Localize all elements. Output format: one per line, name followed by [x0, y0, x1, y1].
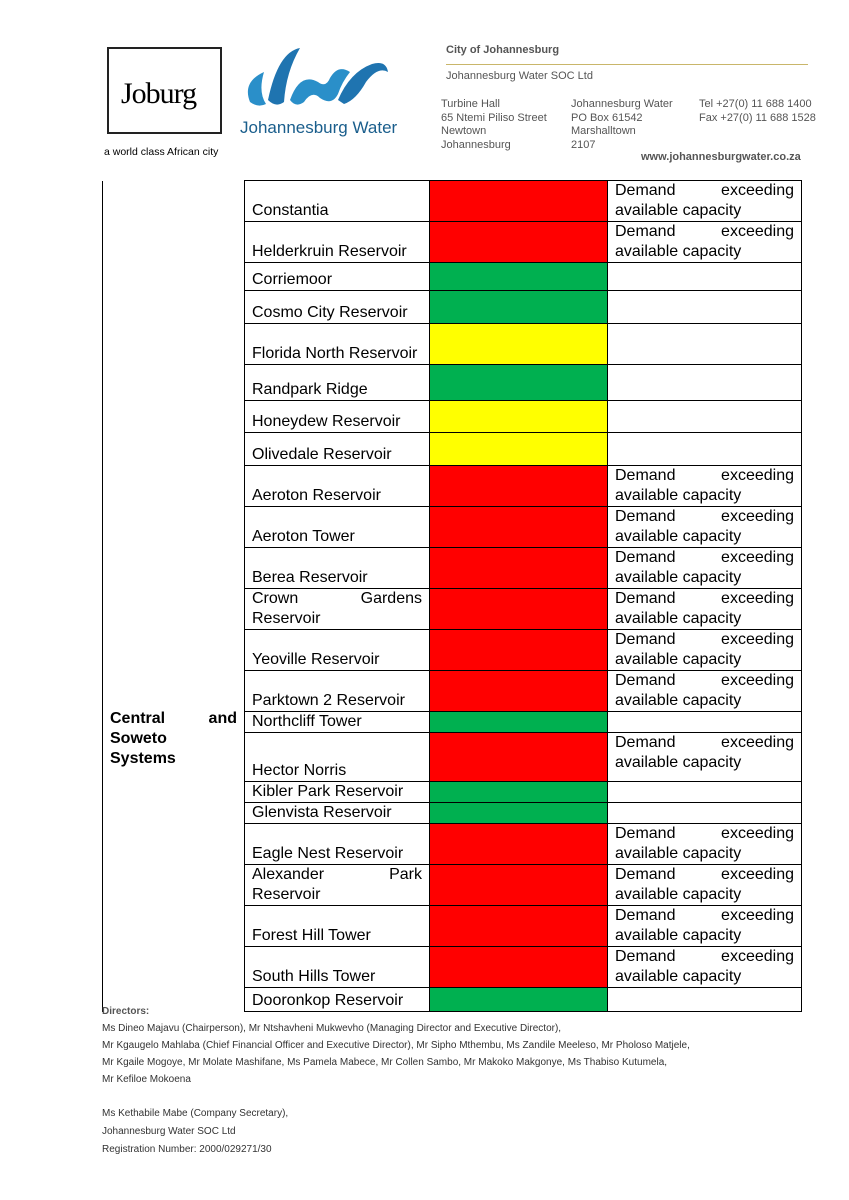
reservoir-name-cell: Northcliff Tower	[245, 712, 430, 733]
status-note-cell: Demand exceeding available capacity	[608, 507, 802, 548]
company-line: Johannesburg Water SOC Ltd	[102, 1126, 236, 1137]
website-link[interactable]: www.johannesburgwater.co.za	[641, 151, 801, 163]
status-note-cell: Demand exceeding available capacity	[608, 222, 802, 263]
reservoir-name-cell: Eagle Nest Reservoir	[245, 824, 430, 865]
status-color-cell	[430, 782, 608, 803]
reservoir-name-cell: Olivedale Reservoir	[245, 433, 430, 466]
joburg-logo	[107, 47, 222, 134]
org-company: Johannesburg Water SOC Ltd	[446, 70, 593, 82]
reservoir-name-cell: Berea Reservoir	[245, 548, 430, 589]
status-color-cell	[430, 181, 608, 222]
reservoir-name-cell: Cosmo City Reservoir	[245, 291, 430, 324]
address-line: Turbine Hall	[441, 98, 500, 110]
postal-address	[571, 98, 673, 152]
status-note-cell: Demand exceeding available capacity	[608, 671, 802, 712]
joburg-tagline: a world class African city	[104, 146, 219, 158]
reservoir-name-cell: Crown Gardens Reservoir	[245, 589, 430, 630]
status-color-cell	[430, 947, 608, 988]
reservoir-name-cell: Kibler Park Reservoir	[245, 782, 430, 803]
address-line: Johannesburg Water	[571, 98, 673, 110]
directors-line: Mr Kefiloe Mokoena	[102, 1074, 191, 1085]
address-line: Newtown	[441, 125, 487, 137]
reservoir-name-cell: Honeydew Reservoir	[245, 401, 430, 433]
status-note-cell	[608, 263, 802, 291]
status-note-cell: Demand exceeding available capacity	[608, 630, 802, 671]
phone-number: Tel +27(0) 11 688 1400	[699, 98, 812, 110]
status-color-cell	[430, 263, 608, 291]
status-color-cell	[430, 401, 608, 433]
status-color-cell	[430, 291, 608, 324]
reservoir-name-cell: Forest Hill Tower	[245, 906, 430, 947]
reservoir-name-cell: South Hills Tower	[245, 947, 430, 988]
status-color-cell	[430, 365, 608, 401]
status-color-cell	[430, 589, 608, 630]
org-title: City of Johannesburg	[446, 44, 560, 56]
address-line: Johannesburg	[441, 138, 511, 151]
status-note-cell: Demand exceeding available capacity	[608, 733, 802, 782]
status-color-cell	[430, 466, 608, 507]
status-color-cell	[430, 433, 608, 466]
status-color-cell	[430, 803, 608, 824]
registration-number: Registration Number: 2000/029271/30	[102, 1144, 272, 1155]
status-note-cell	[608, 803, 802, 824]
reservoir-name-cell: Helderkruin Reservoir	[245, 222, 430, 263]
status-note-cell	[608, 988, 802, 1012]
status-note-cell: Demand exceeding available capacity	[608, 181, 802, 222]
status-color-cell	[430, 906, 608, 947]
status-color-cell	[430, 712, 608, 733]
status-color-cell	[430, 507, 608, 548]
address-line: Marshalltown	[571, 125, 636, 137]
reservoir-name-cell: Florida North Reservoir	[245, 324, 430, 365]
address-line: 2107	[571, 138, 596, 151]
reservoir-status-table	[102, 180, 802, 1012]
status-note-cell: Demand exceeding available capacity	[608, 824, 802, 865]
reservoir-name-cell: Dooronkop Reservoir	[245, 988, 430, 1012]
region-cell	[103, 181, 245, 466]
secretary-line: Ms Kethabile Mabe (Company Secretary),	[102, 1108, 289, 1119]
header-rule	[446, 64, 808, 65]
table-row	[103, 466, 802, 507]
address-line: 65 Ntemi Piliso Street	[441, 111, 547, 124]
physical-address	[441, 98, 547, 152]
status-color-cell	[430, 988, 608, 1012]
status-color-cell	[430, 824, 608, 865]
reservoir-name-cell: Aeroton Reservoir	[245, 466, 430, 507]
status-note-cell	[608, 712, 802, 733]
status-note-cell	[608, 365, 802, 401]
reservoir-name-cell: Yeoville Reservoir	[245, 630, 430, 671]
status-note-cell	[608, 401, 802, 433]
status-note-cell	[608, 291, 802, 324]
reservoir-name-cell: Constantia	[245, 181, 430, 222]
status-color-cell	[430, 865, 608, 906]
status-note-cell	[608, 324, 802, 365]
reservoir-name-cell: Alexander Park Reservoir	[245, 865, 430, 906]
reservoir-name-cell: Randpark Ridge	[245, 365, 430, 401]
reservoir-name-cell: Hector Norris	[245, 733, 430, 782]
status-color-cell	[430, 671, 608, 712]
status-note-cell	[608, 433, 802, 466]
status-color-cell	[430, 630, 608, 671]
table-row	[103, 181, 802, 222]
reservoir-name-cell: Aeroton Tower	[245, 507, 430, 548]
johannesburg-water-wordmark: Johannesburg Water	[240, 118, 398, 137]
reservoir-name-cell: Glenvista Reservoir	[245, 803, 430, 824]
status-note-cell	[608, 782, 802, 803]
address-line: PO Box 61542	[571, 111, 643, 124]
contact-numbers	[699, 98, 816, 125]
status-note-cell: Demand exceeding available capacity	[608, 589, 802, 630]
status-color-cell	[430, 222, 608, 263]
directors-line: Mr Kgaugelo Mahlaba (Chief Financial Officer and Executive Director), Mr Sipho Mthembu, Ms Zandile Meeleso, Mr Pholoso Matjele,	[102, 1040, 690, 1051]
status-note-cell: Demand exceeding available capacity	[608, 548, 802, 589]
fax-number: Fax +27(0) 11 688 1528	[699, 111, 816, 124]
reservoir-name-cell: Parktown 2 Reservoir	[245, 671, 430, 712]
directors-line: Ms Dineo Majavu (Chairperson), Mr Ntshavheni Mukwevho (Managing Director and Executive Director),	[102, 1023, 562, 1034]
joburg-wordmark: Joburg	[121, 77, 197, 110]
region-cell: Central and Soweto Systems	[103, 466, 245, 1012]
status-note-cell: Demand exceeding available capacity	[608, 466, 802, 507]
directors-heading: Directors:	[102, 1006, 150, 1017]
status-color-cell	[430, 733, 608, 782]
status-note-cell: Demand exceeding available capacity	[608, 947, 802, 988]
status-color-cell	[430, 548, 608, 589]
directors-line: Mr Kgaile Mogoye, Mr Molate Mashifane, Ms Pamela Mabece, Mr Collen Sambo, Mr Makoko Makgonye, Ms Thabiso Kutumela,	[102, 1057, 668, 1068]
status-color-cell	[430, 324, 608, 365]
status-note-cell: Demand exceeding available capacity	[608, 906, 802, 947]
reservoir-name-cell: Corriemoor	[245, 263, 430, 291]
status-note-cell: Demand exceeding available capacity	[608, 865, 802, 906]
